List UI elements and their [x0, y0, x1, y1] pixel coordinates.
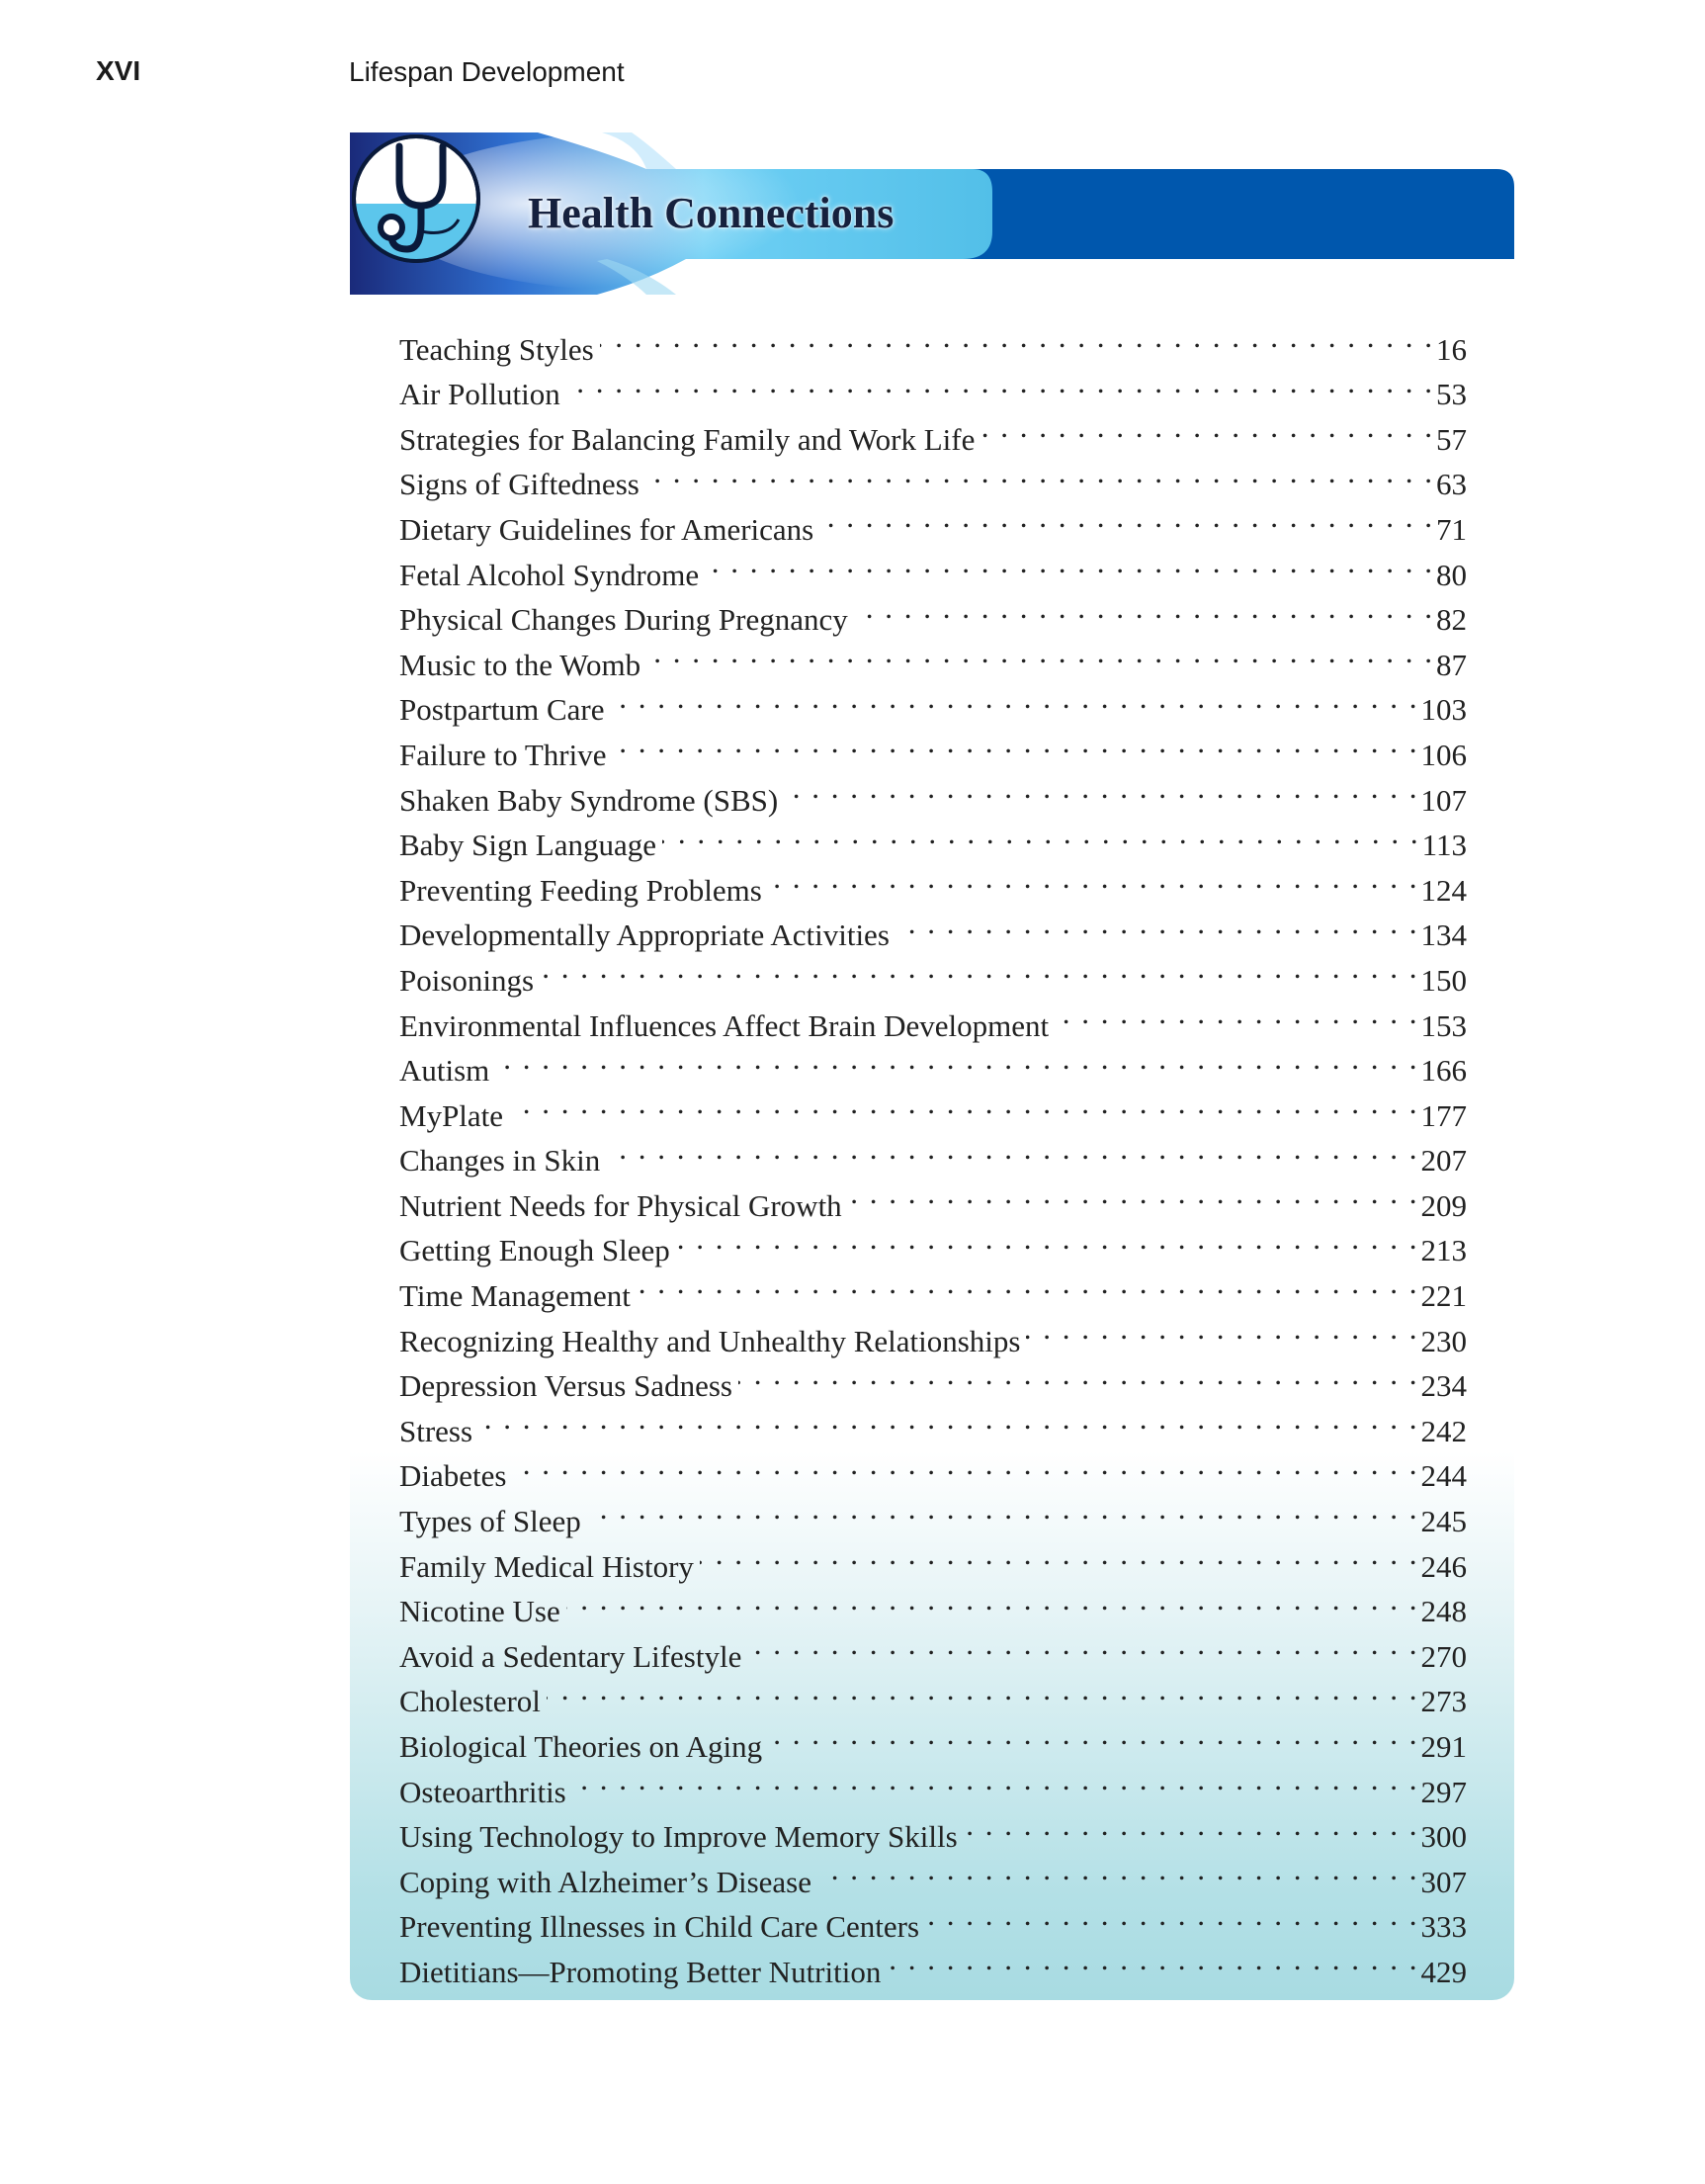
toc-entry-title: Nutrient Needs for Physical Growth — [399, 1187, 842, 1223]
toc-entry[interactable] — [399, 1711, 1467, 1764]
toc-entry[interactable] — [399, 1126, 1467, 1179]
toc-entry-page: 134 — [1420, 917, 1467, 953]
toc-entry-page: 87 — [1436, 647, 1467, 682]
toc-entry-title: Signs of Giftedness — [399, 467, 639, 502]
toc-entry-title: Types of Sleep — [399, 1504, 581, 1539]
toc-entry-title: Preventing Feeding Problems — [399, 872, 762, 908]
toc-dot-leader — [980, 404, 1432, 450]
toc-dot-leader — [587, 1486, 1417, 1531]
toc-dot-leader — [819, 494, 1432, 540]
toc-entry-title: Biological Theories on Aging — [399, 1729, 763, 1764]
toc-entry-page: 244 — [1420, 1458, 1467, 1494]
toc-dot-leader — [611, 675, 1417, 721]
toc-dot-leader — [600, 314, 1432, 360]
toc-entry-title: MyPlate — [399, 1097, 504, 1133]
toc-entry-page: 234 — [1420, 1368, 1467, 1404]
toc-entry-title: Music to the Womb — [399, 647, 641, 682]
toc-dot-leader — [676, 1216, 1417, 1262]
toc-entry-page: 103 — [1420, 692, 1467, 728]
toc-entry[interactable] — [399, 1667, 1467, 1719]
toc-entry-title: Cholesterol — [399, 1684, 541, 1719]
toc-entry-page: 291 — [1420, 1729, 1467, 1764]
toc-entry-page: 177 — [1420, 1097, 1467, 1133]
toc-entry-page: 300 — [1420, 1819, 1467, 1855]
stethoscope-icon — [350, 132, 482, 265]
toc-entry-title: Strategies for Balancing Family and Work Life — [399, 421, 976, 457]
toc-dot-leader — [547, 1667, 1417, 1712]
toc-dot-leader — [887, 1937, 1416, 1982]
toc-entry-title: Recognizing Healthy and Unhealthy Relationships — [399, 1323, 1021, 1358]
toc-dot-leader — [1026, 1306, 1416, 1352]
toc-dot-leader — [964, 1802, 1417, 1848]
toc-entry-title: Physical Changes During Pregnancy — [399, 602, 848, 638]
toc-entry-page: 82 — [1436, 602, 1467, 638]
toc-entry[interactable] — [399, 314, 1467, 367]
toc-dot-leader — [572, 1757, 1417, 1802]
toc-entry-title: Teaching Styles — [399, 331, 594, 367]
toc-entry-page: 248 — [1420, 1594, 1467, 1629]
toc-entry[interactable] — [399, 945, 1467, 998]
toc-entry-title: Changes in Skin — [399, 1143, 601, 1179]
toc-panel — [350, 295, 1514, 2000]
toc-entry-page: 273 — [1420, 1684, 1467, 1719]
toc-entry-page: 150 — [1420, 962, 1467, 998]
toc-dot-leader — [784, 765, 1416, 811]
toc-entry-title: Developmentally Appropriate Activities — [399, 917, 890, 953]
toc-entry-page: 230 — [1420, 1323, 1467, 1358]
toc-entry-title: Coping with Alzheimer’s Disease — [399, 1864, 812, 1899]
toc-entry-title: Family Medical History — [399, 1548, 694, 1584]
toc-dot-leader — [478, 1396, 1416, 1441]
toc-dot-leader — [566, 1577, 1417, 1622]
toc-entry-title: Depression Versus Sadness — [399, 1368, 732, 1404]
toc-dot-leader — [925, 1892, 1416, 1938]
toc-entry-page: 213 — [1420, 1233, 1467, 1268]
toc-entry-title: Getting Enough Sleep — [399, 1233, 670, 1268]
section-title: Health Connections — [528, 189, 895, 237]
toc-entry-page: 113 — [1421, 828, 1467, 863]
toc-dot-leader — [854, 585, 1432, 631]
toc-entry-page: 63 — [1436, 467, 1467, 502]
toc-entry-page: 209 — [1420, 1187, 1467, 1223]
section-banner — [350, 132, 1514, 295]
toc-entry-title: Shaken Baby Syndrome (SBS) — [399, 782, 779, 818]
toc-dot-leader — [1055, 991, 1416, 1036]
toc-dot-leader — [848, 1171, 1417, 1216]
toc-dot-leader — [895, 901, 1417, 946]
toc-entry-page: 71 — [1436, 511, 1467, 547]
toc-dot-leader — [646, 630, 1432, 675]
toc-entry-page: 242 — [1420, 1413, 1467, 1448]
toc-entry-title: Diabetes — [399, 1458, 507, 1494]
toc-entry-page: 429 — [1420, 1954, 1467, 1989]
toc-dot-leader — [700, 1531, 1417, 1577]
toc-entry-title: Air Pollution — [399, 377, 560, 412]
toc-dot-leader — [817, 1847, 1416, 1892]
toc-dot-leader — [606, 1126, 1416, 1172]
banner-graphic — [350, 132, 1514, 295]
toc-entry-page: 16 — [1436, 331, 1467, 367]
toc-entry-page: 57 — [1436, 421, 1467, 457]
toc-dot-leader — [768, 855, 1417, 901]
toc-dot-leader — [540, 945, 1416, 991]
toc-entry-page: 124 — [1420, 872, 1467, 908]
toc-dot-leader — [705, 540, 1432, 585]
toc-entry-title: Preventing Illnesses in Child Care Centers — [399, 1909, 920, 1945]
toc-entry[interactable] — [399, 1081, 1467, 1133]
toc-entry-title: Failure to Thrive — [399, 737, 607, 772]
toc-entry-title: Baby Sign Language — [399, 828, 657, 863]
toc-entry-title: Poisonings — [399, 962, 535, 998]
toc-entry-title: Osteoarthritis — [399, 1774, 566, 1809]
toc-dot-leader — [512, 1441, 1416, 1487]
toc-entry-page: 153 — [1420, 1007, 1467, 1043]
toc-dot-leader — [768, 1711, 1416, 1757]
toc-entry-title: Avoid a Sedentary Lifestyle — [399, 1638, 742, 1674]
toc-list — [399, 314, 1467, 1989]
toc-dot-leader — [738, 1352, 1417, 1397]
toc-entry[interactable] — [399, 1396, 1467, 1448]
toc-entry-page: 106 — [1420, 737, 1467, 772]
toc-entry-page: 221 — [1420, 1278, 1467, 1314]
toc-entry-title: Fetal Alcohol Syndrome — [399, 557, 700, 592]
toc-dot-leader — [662, 811, 1418, 856]
running-head: Lifespan Development — [349, 56, 625, 87]
toc-dot-leader — [566, 360, 1432, 405]
toc-entry-page: 80 — [1436, 557, 1467, 592]
toc-entry-title: Dietary Guidelines for Americans — [399, 511, 814, 547]
toc-entry-title: Autism — [399, 1053, 490, 1089]
toc-entry-page: 270 — [1420, 1638, 1467, 1674]
toc-entry-page: 207 — [1420, 1143, 1467, 1179]
toc-entry-title: Nicotine Use — [399, 1594, 560, 1629]
toc-entry-page: 297 — [1420, 1774, 1467, 1809]
toc-dot-leader — [509, 1081, 1416, 1126]
toc-entry[interactable] — [399, 1486, 1467, 1539]
toc-entry-title: Stress — [399, 1413, 473, 1448]
toc-entry-page: 53 — [1436, 377, 1467, 412]
toc-dot-leader — [747, 1621, 1416, 1667]
toc-entry-title: Environmental Influences Affect Brain Development — [399, 1007, 1050, 1043]
toc-entry-page: 166 — [1420, 1053, 1467, 1089]
toc-entry-page: 107 — [1420, 782, 1467, 818]
toc-entry-title: Time Management — [399, 1278, 631, 1314]
page-number: XVI — [96, 55, 141, 86]
toc-entry[interactable] — [399, 1441, 1467, 1494]
toc-entry[interactable] — [399, 991, 1467, 1043]
toc-entry-title: Using Technology to Improve Memory Skills — [399, 1819, 958, 1855]
toc-entry-page: 333 — [1420, 1909, 1467, 1945]
toc-entry[interactable] — [399, 1036, 1467, 1089]
toc-entry-title: Dietitians—Promoting Better Nutrition — [399, 1954, 882, 1989]
toc-entry-page: 245 — [1420, 1504, 1467, 1539]
toc-dot-leader — [613, 720, 1417, 765]
toc-dot-leader — [637, 1261, 1417, 1306]
toc-entry-title: Postpartum Care — [399, 692, 605, 728]
toc-dot-leader — [645, 450, 1432, 495]
toc-entry-page: 307 — [1420, 1864, 1467, 1899]
toc-entry-page: 246 — [1420, 1548, 1467, 1584]
toc-dot-leader — [495, 1036, 1416, 1082]
